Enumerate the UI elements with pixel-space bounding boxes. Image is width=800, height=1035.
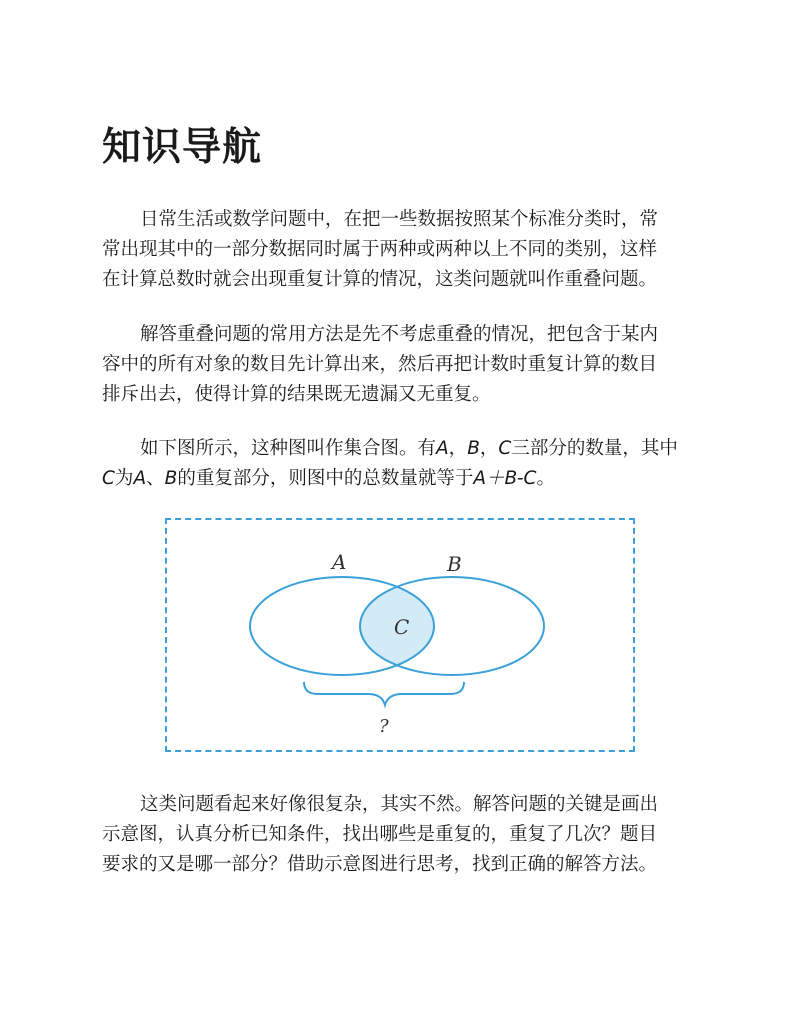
variable-a: A: [133, 468, 147, 489]
paragraph-line: [102, 464, 700, 494]
paragraph-approach: [102, 790, 700, 880]
variable-c: C: [102, 468, 115, 489]
total-brace: [304, 682, 464, 705]
variable-c: C: [498, 438, 512, 459]
page-title: 知识导航: [102, 125, 263, 170]
paragraph-definition: [102, 205, 700, 295]
paragraph-method: [102, 320, 700, 410]
formula: A＋B-C: [473, 468, 537, 489]
paragraph-line: 排斥出去，使得计算的结果既无遗漏又无重复。: [102, 384, 491, 405]
paragraph-line: 日常生活或数学问题中，在把一些数据按照某个标准分类时，常: [140, 209, 659, 230]
text-run: ，: [448, 438, 468, 459]
text-run: 。: [536, 468, 555, 489]
text-run: 、: [146, 468, 165, 489]
paragraph-line: 容中的所有对象的数目先计算出来，然后再把计数时重复计算的数目: [102, 354, 658, 375]
label-total: ?: [379, 716, 389, 737]
paragraph-line: 解答重叠问题的常用方法是先不考虑重叠的情况，把包含于某内: [140, 324, 659, 345]
variable-a: A: [436, 438, 449, 459]
paragraph-venn-intro: [102, 434, 700, 494]
paragraph-line: 在计算总数时就会出现重复计算的情况，这类问题就叫作重叠问题。: [102, 269, 658, 290]
paragraph-line: 要求的又是哪一部分？借助示意图进行思考，找到正确的解答方法。: [102, 854, 658, 875]
text-run: 的重复部分，则图中的总数量就等于: [177, 468, 474, 489]
text-run: 三部分的数量，其中: [511, 438, 678, 459]
text-run: 如下图所示，这种图叫作集合图。有: [140, 438, 437, 459]
text-run: ，: [479, 438, 499, 459]
text-run: 为: [114, 468, 134, 489]
variable-b: B: [164, 468, 178, 489]
paragraph-line: [102, 434, 700, 464]
paragraph-line: 这类问题看起来好像很复杂，其实不然。解答问题的关键是画出: [140, 794, 659, 815]
label-a: A: [332, 550, 347, 574]
paragraph-line: 常出现其中的一部分数据同时属于两种或两种以上不同的类别，这样: [102, 239, 658, 260]
venn-figure: [165, 518, 635, 752]
label-b: B: [447, 552, 462, 576]
variable-b: B: [467, 438, 480, 459]
label-c: C: [394, 615, 410, 639]
paragraph-line: 示意图，认真分析已知条件，找出哪些是重复的，重复了几次？题目: [102, 824, 658, 845]
venn-diagram: [167, 520, 633, 750]
